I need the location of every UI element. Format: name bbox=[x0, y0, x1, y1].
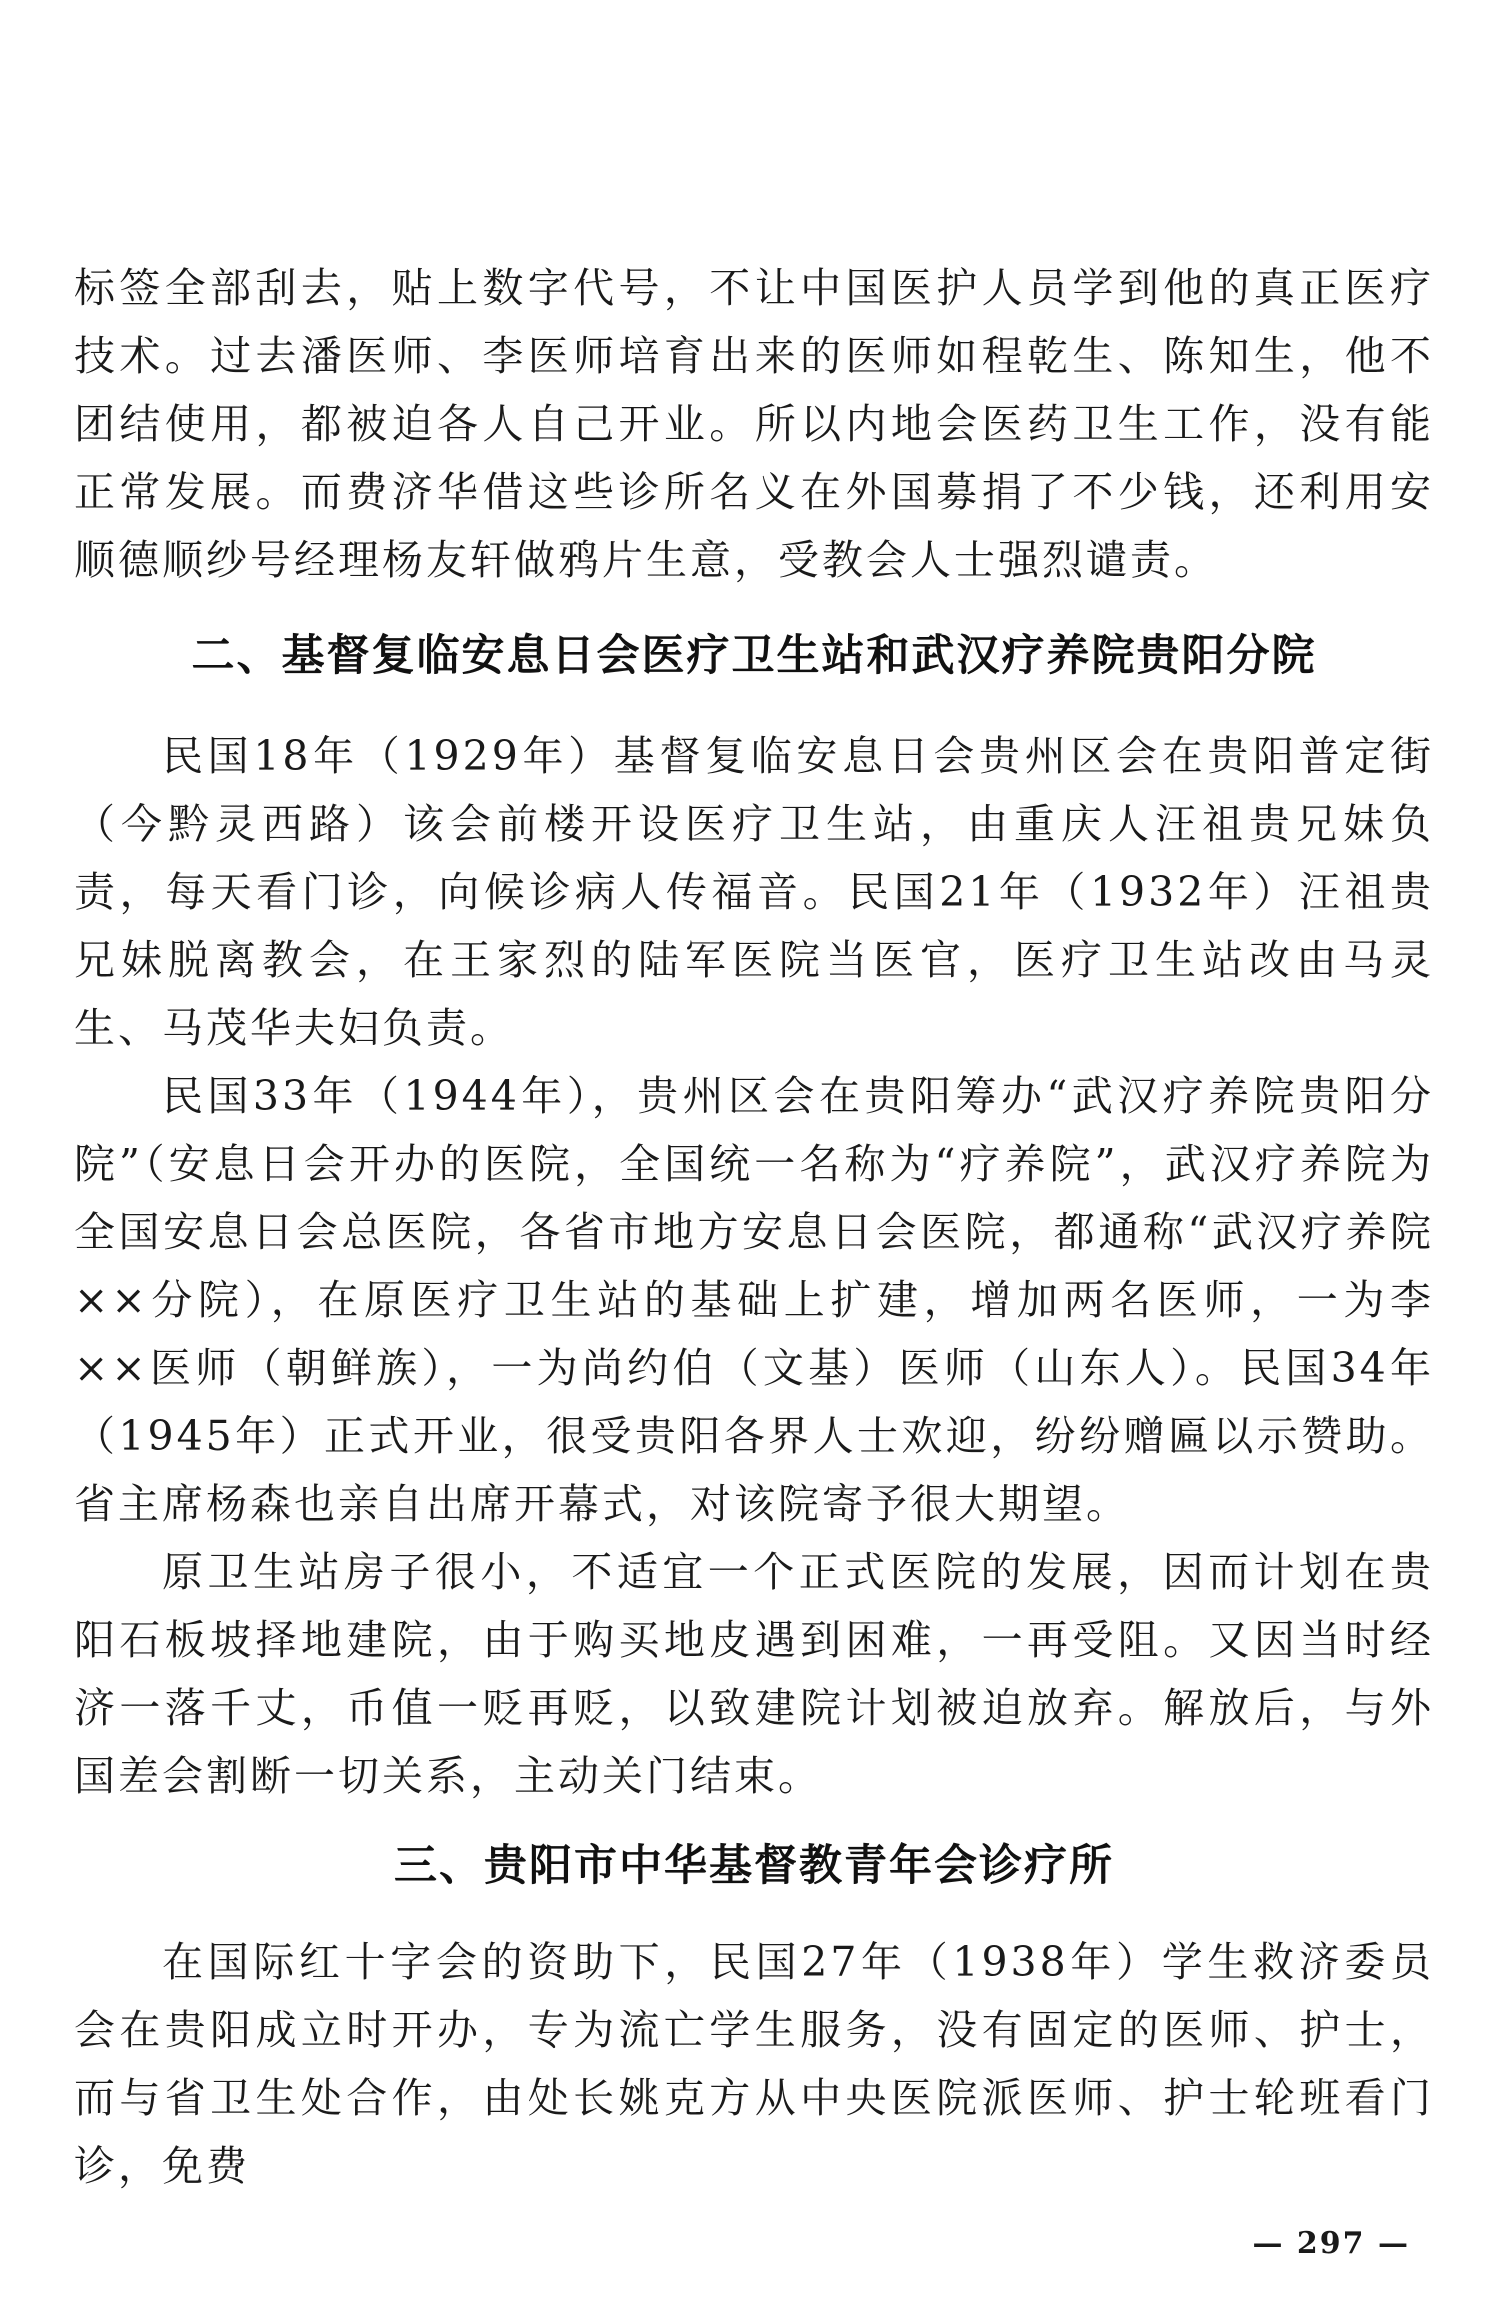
section-2-heading: 二、基督复临安息日会医疗卫生站和武汉疗养院贵阳分院 bbox=[191, 631, 1317, 681]
section-2-body bbox=[74, 722, 1434, 1810]
page-number: — 297 — bbox=[1252, 2226, 1410, 2261]
section-3-heading: 三、贵阳市中华基督教青年会诊疗所 bbox=[394, 1841, 1114, 1891]
paragraph: 民国18年（1929年）基督复临安息日会贵州区会在贵阳普定街（今黔灵西路）该会前楼开设医疗卫生站，由重庆人汪祖贵兄妹负责，每天看门诊，向候诊病人传福音。民国21年（1932年）汪祖贵兄妹脱离教会，在王家烈的陆军医院当医官，医疗卫生站改由马灵生、马茂华夫妇负责。 bbox=[74, 732, 1434, 1052]
continued-paragraph: 标签全部刮去，贴上数字代号，不让中国医护人员学到他的真正医疗技术。过去潘医师、李医师培育出来的医师如程乾生、陈知生，他不团结使用，都被迫各人自己开业。所以内地会医药卫生工作，没有能正常发展。而费济华借这些诊所名义在外国募捐了不少钱，还利用安顺德顺纱号经理杨友轩做鸦片生意，受教会人士强烈谴责。 bbox=[74, 264, 1434, 584]
paragraph: 原卫生站房子很小，不适宜一个正式医院的发展，因而计划在贵阳石板坡择地建院，由于购买地皮遇到困难，一再受阻。又因当时经济一落千丈，币值一贬再贬，以致建院计划被迫放弃。解放后，与外国差会割断一切关系，主动关门结束。 bbox=[74, 1548, 1434, 1800]
section-3-body bbox=[74, 1928, 1434, 2200]
paragraph: 在国际红十字会的资助下，民国27年（1938年）学生救济委员会在贵阳成立时开办，专为流亡学生服务，没有固定的医师、护士，而与省卫生处合作，由处长姚克方从中央医院派医师、护士轮班看门诊，免费 bbox=[74, 1938, 1434, 2190]
continued-paragraph-block bbox=[74, 254, 1434, 594]
paragraph: 民国33年（1944年），贵州区会在贵阳筹办“武汉疗养院贵阳分院”（安息日会开办的医院，全国统一名称为“疗养院”，武汉疗养院为全国安息日会总医院，各省市地方安息日会医院，都通称“武汉疗养院××分院），在原医疗卫生站的基础上扩建，增加两名医师，一为李××医师（朝鲜族），一为尚约伯（文基）医师（山东人）。民国34年（1945年）正式开业，很受贵阳各界人士欢迎，纷纷赠匾以示赞助。省主席杨森也亲自出席开幕式，对该院寄予很大期望。 bbox=[74, 1072, 1434, 1528]
